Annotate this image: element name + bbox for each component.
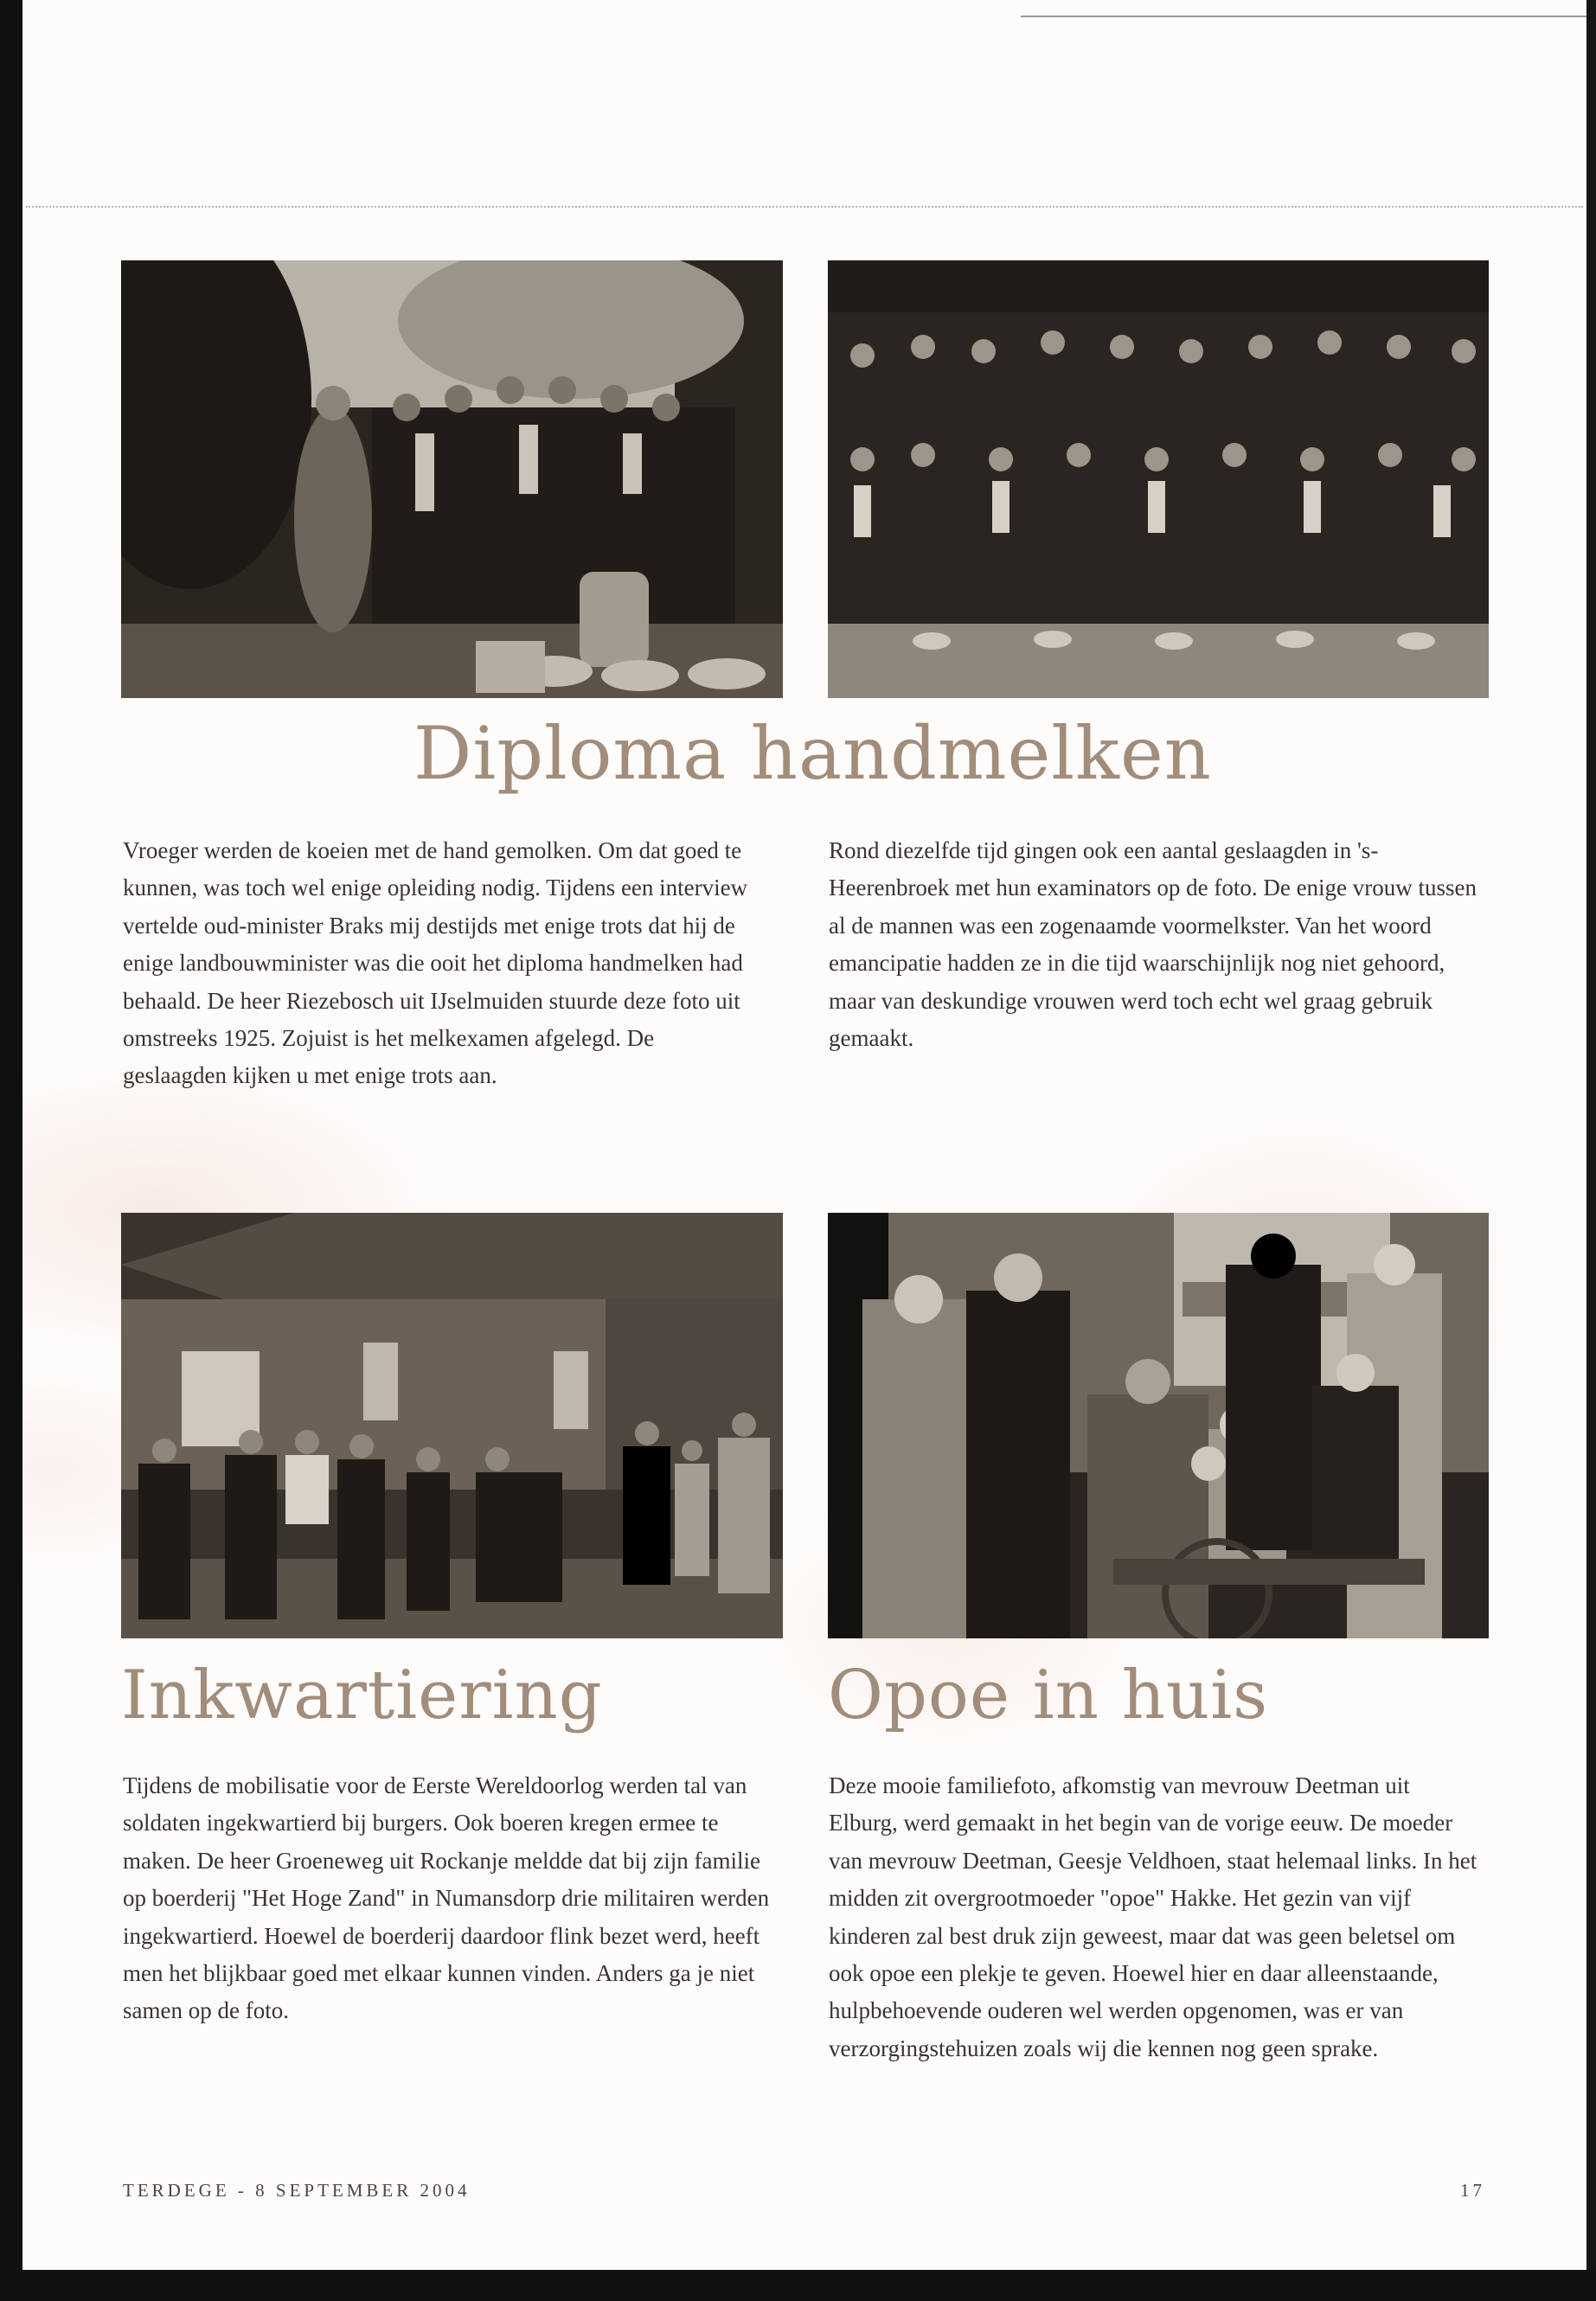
body-opoe-in-huis: Deze mooie familiefoto, afkomstig van mevrouw Deetman uit Elburg, werd gemaakt in het begin van de vorige eeuw. De moeder van mevrouw Deetman, Geesje Veldhoen, staat helemaal links. In het midden zit overgrootmoeder "opoe" Hakke. Het gezin van vijf kinderen zal best druk zijn geweest, maar dat was geen beletsel om ook opoe een plekje te geven. Hoewel hier en daar alleenstaande, hulpbehoevende ouderen wel werden opgenomen, was er van verzorgingstehuizen zoals wij die kennen nog geen sprake. [829,1772,1477,2061]
photo-opoe-image [828,1213,1489,1638]
body-diploma-column-1: Vroeger werden de koeien met de hand gemolken. Om dat goed te kunnen, was toch wel enige opleiding nodig. Tijdens een interview vertelde oud-minister Braks mij destijds met enige trots dat hij de enige landbouwminister was die ooit het diploma handmelken had behaald. De heer Riezebosch uit IJselmuiden stuurde deze foto uit omstreeks 1925. Zojuist is het melkexamen afgelegd. De geslaagden kijken u met enige trots aan. [123,837,748,1089]
title-diploma-handmelken: Diploma handmelken [413,711,1212,796]
photo-inkwartiering [121,1213,783,1638]
photo-opoe-in-huis [828,1213,1489,1638]
title-inkwartiering: Inkwartiering [121,1657,603,1734]
photo-milk-exam-group [121,260,783,698]
photo-heerenbroek-group [828,260,1489,698]
scan-border-right [1586,0,1596,2301]
scan-top-line [1021,16,1592,17]
scan-border-bottom [0,2270,1596,2301]
footer-publication: TERDEGE - 8 SEPTEMBER 2004 [123,2180,471,2201]
photo-milk-exam-image [121,260,783,698]
body-diploma-column-2: Rond diezelfde tijd gingen ook een aantal geslaagden in 's-Heerenbroek met hun examinators op de foto. De enige vrouw tussen al de mannen was een zogenaamde voormelkster. Van het woord emancipatie hadden ze in die tijd waarschijnlijk nog niet gehoord, maar van deskundige vrouwen werd toch echt wel graag gebruik gemaakt. [829,837,1477,1052]
body-inkwartiering: Tijdens de mobilisatie voor de Eerste Wereldoorlog werden tal van soldaten ingekwartierd bij burgers. Ook boeren kregen ermee te maken. De heer Groeneweg uit Rockanje meldde dat bij zijn familie op boerderij "Het Hoge Zand" in Numansdorp drie militairen werden ingekwartierd. Hoewel de boerderij daardoor flink bezet werd, heeft men het blijkbaar goed met elkaar kunnen vinden. Anders ga je niet samen op de foto. [123,1772,770,2024]
photo-inkwartiering-image [121,1213,783,1638]
photo-heerenbroek-image [828,260,1489,698]
title-opoe-in-huis: Opoe in huis [828,1657,1269,1734]
dotted-rule [26,206,1583,208]
footer-page-number: 17 [1460,2180,1485,2201]
scan-border-left [0,0,22,2301]
